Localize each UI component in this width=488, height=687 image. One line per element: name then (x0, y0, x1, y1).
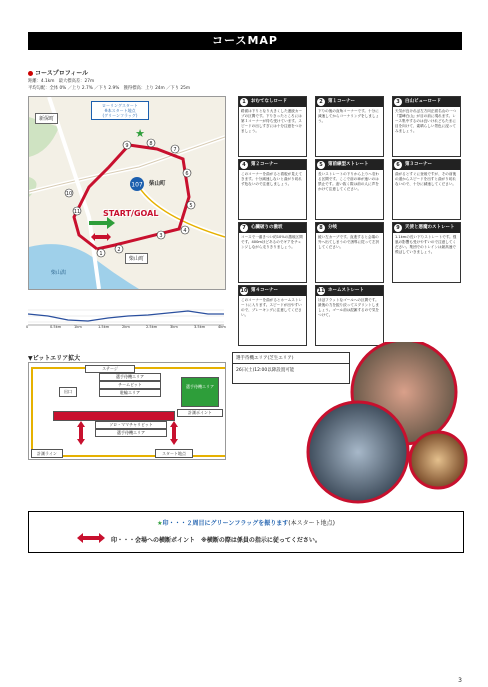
page-number: 3 (458, 677, 462, 684)
elevation-tick: 1km (74, 325, 82, 329)
corner-title: おむてなしロード (251, 99, 287, 104)
elevation-svg (28, 304, 224, 326)
corner-card-8 (315, 222, 384, 283)
photo-rider (410, 432, 466, 488)
start-goal-label: START/GOAL (103, 209, 159, 218)
crossing-arrow-icon (170, 421, 178, 445)
corner-card-header (239, 286, 306, 296)
corner-number: 5 (317, 161, 325, 169)
marker-5: 5 (189, 203, 193, 209)
marker-6: 6 (185, 171, 189, 177)
marker-2: 2 (117, 247, 121, 253)
corner-card-header (393, 223, 460, 233)
corner-card-header (316, 97, 383, 107)
marker-4: 4 (183, 228, 187, 234)
elevation-tick: 0 (26, 325, 29, 329)
corner-title: 天使と悪魔のストレート (405, 225, 455, 230)
corner-card-1 (238, 96, 307, 157)
pit-side-area: 選手待機エリア (181, 377, 219, 407)
pit-area-3: 駐輪エリア (99, 389, 161, 397)
corner-body: 1.1kmの長い下りストレートです。強風の影響も受けやすいので注意してください。集団でのトレインは最高速で飛ばしていきましょう。 (395, 235, 457, 254)
pit-map (28, 362, 226, 460)
corner-card-5 (315, 159, 384, 220)
pit-area-1: 選手待機エリア (99, 373, 161, 381)
corner-number: 7 (240, 224, 248, 232)
pit-title: ▼ピットエリア拡大 (28, 355, 81, 362)
corner-card-header (316, 160, 383, 170)
corner-card-2 (315, 96, 384, 157)
corner-title: 第１コーナー (328, 99, 355, 104)
photo-collage (296, 342, 468, 504)
corner-title: 第２コーナー (251, 162, 278, 167)
profile-stats-1: 距離：4.1km 最大標高差：27m (28, 79, 95, 84)
photo-group (308, 402, 408, 502)
corner-number: 4 (240, 161, 248, 169)
corner-body: 天気が良ければ左方向正面名山の一つ『霊峰白山』が目の前に現れます。レース集中するのは良いけれどもたまに目を向けて、素晴らしい景色に浸ってみましょう。 (395, 109, 457, 133)
corner-body: このコーナーを曲がると看板が見えてきます。十分減速しないと曲がり切れず危ないので注意しましょう。 (241, 172, 303, 186)
corner-number: 10 (240, 288, 248, 294)
corner-title: ホームストレート (328, 288, 364, 293)
corner-number: 11 (317, 288, 325, 294)
pit-area-2: チームピット (99, 381, 161, 389)
bullet-icon (28, 71, 33, 76)
corner-card-header (393, 160, 460, 170)
corner-number: 6 (394, 161, 402, 169)
legend-row-2: 印・・・会場への横断ポイント ※横断の際は係員の指示に従ってください。 (111, 537, 321, 544)
crossing-arrow-icon (77, 533, 105, 543)
pit-lane-label: 計測ライン (31, 449, 63, 458)
corner-title: 第前線型ストレート (328, 162, 369, 167)
legend-row-1 (29, 518, 463, 527)
marker-11: 11 (73, 209, 81, 215)
elevation-tick: 3.5km (194, 325, 206, 329)
corner-body: 路面は下りとなり大きくした連続カーブの区間です。下りきったところには第１コーナーが待ち受けています。スピードの出しすぎには十分注意をつけましょう。 (241, 109, 303, 133)
elevation-tick: 2.5km (146, 325, 158, 329)
corner-body: このコーナーを曲がるとホームストレートに入ります。スピードが出やすいので、ブレーキングに注意してください。 (241, 298, 303, 317)
map-label-shibayama: 柴山町 (149, 181, 166, 187)
corner-title: 心臓破りの激坂 (251, 225, 283, 230)
crossing-arrow-icon (91, 233, 111, 241)
corner-number: 3 (394, 98, 402, 106)
marker-7: 7 (173, 147, 177, 153)
course-map (28, 96, 226, 290)
corner-card-header (239, 160, 306, 170)
star-icon: ★ (157, 520, 163, 527)
pit-info-title: 選手待機エリア(芝生エリア) (233, 353, 349, 364)
elevation-tick: 2km (122, 325, 130, 329)
corner-card-4 (238, 159, 307, 220)
corner-card-11 (315, 285, 384, 346)
crossing-arrow-icon (77, 421, 85, 445)
corner-body: ほぼフラットなゴールへの区間です。最後の力を振り絞ってスプリントしましょう。ゴール前は混雑するので気をつけて。 (318, 298, 380, 317)
corner-card-9 (392, 222, 461, 283)
corner-number: 9 (394, 224, 402, 232)
marker-8: 8 (149, 141, 153, 147)
corner-title: 第３コーナー (405, 162, 432, 167)
corner-body: 緩い左カーブです。直進すると会場の外へ出てしまうので誘導に従って左折してください。 (318, 235, 380, 249)
elevation-chart (28, 304, 224, 336)
pit-arrows-svg (29, 363, 225, 459)
green-arrow-icon (89, 217, 115, 229)
page-title: コースMAP (28, 32, 462, 50)
profile-title (28, 68, 88, 77)
corner-card-6 (392, 159, 461, 220)
route-number: 107 (131, 181, 143, 189)
corner-number: 1 (240, 98, 248, 106)
profile-stats-2: 平均勾配：全体 0% ／上り 2.7% ／下り 2.9% 獲得標高：上り 24m ／下り 25m (28, 86, 191, 91)
pit-area-4: ソロ・ママチャリピット (95, 421, 167, 429)
marker-3: 3 (159, 233, 163, 239)
legend-flag-note: (本スタート地点) (288, 520, 335, 527)
corner-number: 8 (317, 224, 325, 232)
map-label-shibayama-2: 柴山町 (125, 253, 148, 264)
corner-body: 曲がるとすぐに登坂ですが、その前後の道からスピードを出すと曲がり切れないので、十分に減速してください。 (395, 172, 457, 186)
corner-title: 分岐 (328, 225, 337, 230)
marker-9: 9 (125, 143, 129, 149)
elevation-tick: 4km (218, 325, 226, 329)
elevation-tick: 0.5km (50, 325, 62, 329)
marker-1: 1 (99, 251, 103, 257)
green-area-2 (29, 177, 37, 197)
corner-card-header (393, 97, 460, 107)
corner-card-header (239, 97, 306, 107)
corner-card-header (316, 286, 383, 296)
map-label-lake: 柴山潟 (51, 270, 67, 276)
pit-area-5: 選手待機エリア (95, 429, 167, 437)
corner-body: 長いストレートの下りから上りへ変わる区間です。ここで前の車が速いのは禁止です。追い抜く際は前の人に声をかけて注意してください。 (318, 172, 380, 191)
elevation-tick: 3km (170, 325, 178, 329)
pit-start-label: スタート地点 (155, 449, 193, 458)
corner-card-3 (392, 96, 461, 157)
corner-title: 第４コーナー (251, 288, 278, 293)
corner-number: 2 (317, 98, 325, 106)
pit-timing-point: 計測ポイント (177, 409, 223, 417)
legend-box (28, 511, 464, 553)
map-label-shinbo: 新保町 (35, 113, 58, 124)
corner-body: 下りの後の直角コーナーです。十分に減速してからコーナリングをしましょう。 (318, 109, 380, 123)
corner-card-header (239, 223, 306, 233)
photo-collage-svg (296, 342, 468, 504)
map-label-green-flag: ローリングスタート ※本スタート地点 (グリーンフラッグ) (91, 101, 149, 120)
pit-info-body: 26日(土)12:00以降設置可能 (236, 368, 295, 373)
profile-title-text: コースプロフィール (35, 70, 89, 77)
corner-card-7 (238, 222, 307, 283)
corner-card-10 (238, 285, 307, 346)
pit-exit: 出口 (59, 387, 77, 397)
star-icon: ★ (135, 127, 145, 140)
pit-stage: ステージ (85, 365, 135, 373)
corner-body: コースで一番きつい約10%の激坂区間です。400mほどあるのでギアをチェンジしながら走りきりましょう。 (241, 235, 303, 249)
legend-flag-text: 印・・・２周目にグリーンフラッグを振ります (162, 520, 289, 527)
marker-10: 10 (65, 191, 73, 197)
corner-card-header (316, 223, 383, 233)
corner-title: 白山ビューロード (405, 99, 441, 104)
elevation-tick: 1.5km (98, 325, 110, 329)
